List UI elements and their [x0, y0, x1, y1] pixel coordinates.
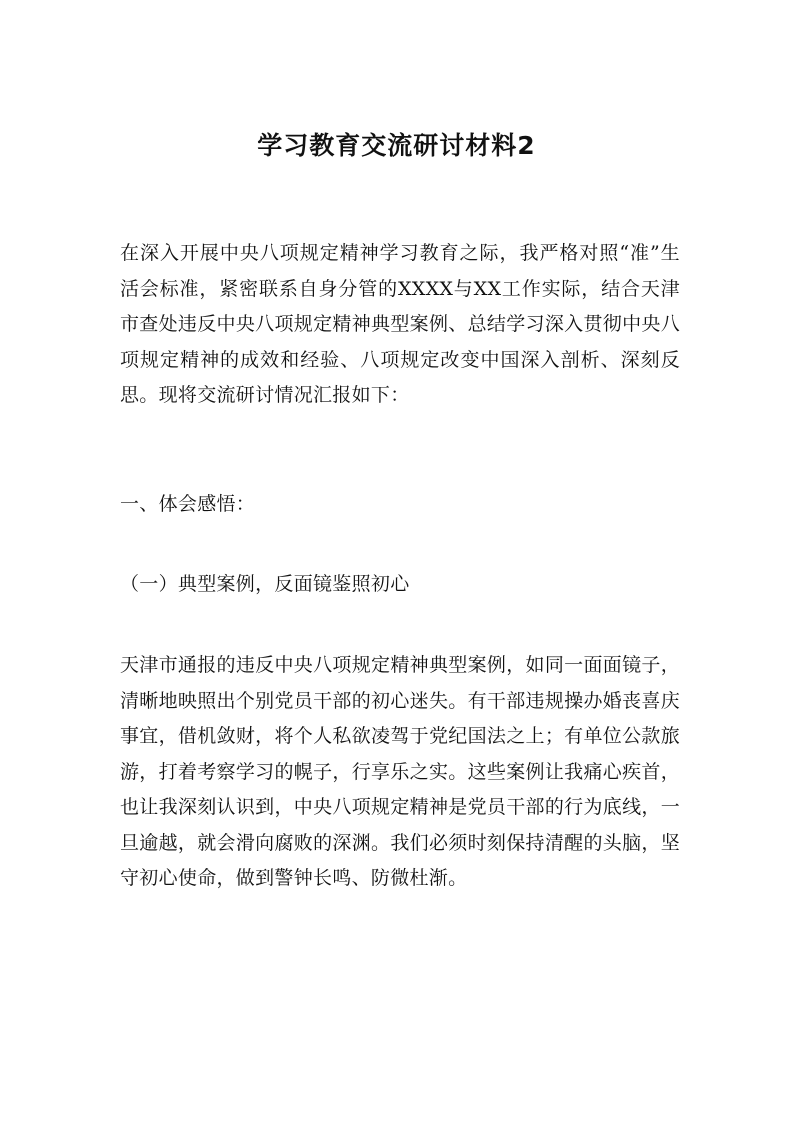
document-title: 学习教育交流研讨材料2 — [257, 131, 536, 160]
section-heading: 一、体会感悟： — [120, 493, 256, 515]
subsection-heading: （一）典型案例，反面镜鉴照初心 — [120, 573, 410, 595]
intro-paragraph: 在深入开展中央八项规定精神学习教育之际，我严格对照“准”生活会标准，紧密联系自身分管的XXXX与XX工作实际，结合天津市查处违反中央八项规定精神典型案例、总结学习深入贯彻中央八项规定精神的成效和经验、八项规定改变中国深入剖析、深刻反思。现将交流研讨情况汇报如下： — [120, 242, 680, 406]
body-paragraph: 天津市通报的违反中央八项规定精神典型案例，如同一面面镜子，清晰地映照出个别党员干部的初心迷失。有干部违规操办婚丧喜庆事宜，借机敛财，将个人私欲凌驾于党纪国法之上；有单位公款旅游，打着考察学习的幌子，行享乐之实。这些案例让我痛心疾首，也让我深刻认识到，中央八项规定精神是党员干部的行为底线，一旦逾越，就会滑向腐败的深渊。我们必须时刻保持清醒的头脑，坚守初心使命，做到警钟长鸣、防微杜渐。 — [120, 654, 680, 889]
